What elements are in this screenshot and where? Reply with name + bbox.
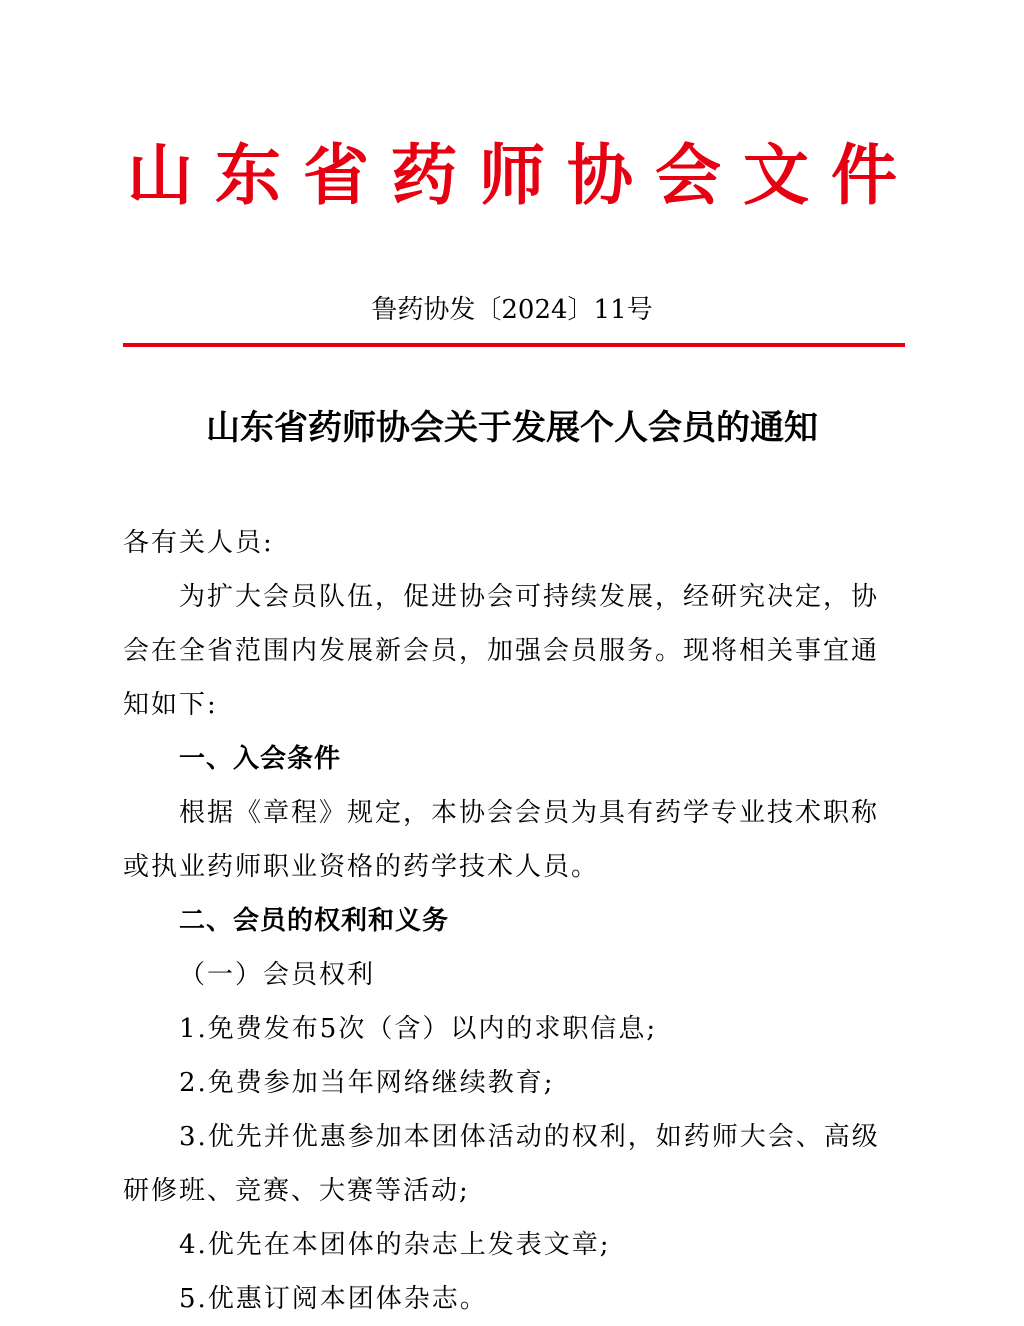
- list-item: 5.优惠订阅本团体杂志。: [179, 1284, 488, 1314]
- document-number: 鲁药协发〔2024〕11号: [371, 295, 653, 325]
- section-heading: 二、会员的权利和义务: [179, 906, 450, 936]
- notice-body: [123, 516, 905, 1326]
- red-divider: [123, 343, 905, 347]
- list-item: 3.优先并优惠参加本团体活动的权利，如药师大会、高级研修班、竞赛、大赛等活动;: [123, 1122, 880, 1206]
- list-item: 4.优先在本团体的杂志上发表文章;: [179, 1230, 611, 1260]
- masthead-title: 山东省药师协会文件: [127, 136, 919, 214]
- section-heading: 一、入会条件: [179, 744, 342, 774]
- list-item: 2.免费参加当年网络继续教育;: [179, 1068, 555, 1098]
- notice-title: 山东省药师协会关于发展个人会员的通知: [206, 408, 818, 448]
- subsection-heading: （一）会员权利: [179, 960, 376, 990]
- section-paragraph: 根据《章程》规定，本协会会员为具有药学专业技术职称或执业药师职业资格的药学技术人员。: [123, 798, 880, 882]
- list-item: 1.免费发布5次（含）以内的求职信息;: [179, 1014, 658, 1044]
- salutation: 各有关人员:: [123, 528, 274, 558]
- intro-paragraph: 为扩大会员队伍，促进协会可持续发展，经研究决定，协会在全省范围内发展新会员，加强会员服务。现将相关事宜通知如下:: [123, 582, 880, 720]
